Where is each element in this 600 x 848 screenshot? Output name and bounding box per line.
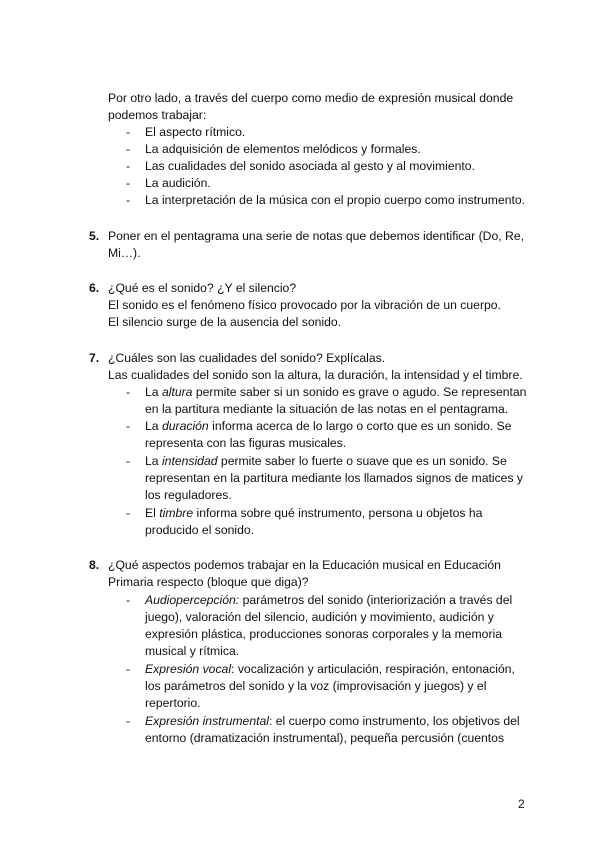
- audiopercepcion-item: Audiopercepción: parámetros del sonido (interiorización a través del: [145, 593, 513, 607]
- audiopercepcion-item-cont: juego), valoración del silencio, audición y movimiento, audición y: [145, 610, 494, 624]
- list-bullet: -: [126, 385, 131, 399]
- question-5-line-1: Poner en el pentagrama una serie de notas que debemos identificar (Do, Re,: [108, 229, 524, 243]
- question-7-number: 7.: [89, 351, 100, 365]
- duracion-item: La duración informa acerca de lo largo o corto que es un sonido. Se: [145, 419, 512, 433]
- expresion-vocal-item-cont: repertorio.: [145, 696, 201, 710]
- list-bullet: -: [126, 142, 131, 156]
- intensidad-item-cont: representan en la partitura mediante los llamados signos de matices y: [145, 471, 524, 485]
- answer-6-line-2: El silencio surge de la ausencia del sonido.: [108, 315, 342, 329]
- timbre-item-cont: producido el sonido.: [145, 523, 255, 537]
- list-bullet: -: [126, 176, 131, 190]
- list-item: El aspecto rítmico.: [145, 125, 246, 139]
- question-5-line-2: Mi…).: [108, 246, 141, 260]
- audiopercepcion-item-cont: expresión plástica, producciones sonoras corporales y la memoria: [145, 627, 502, 641]
- term-timbre: timbre: [159, 506, 194, 520]
- expresion-vocal-item: Expresión vocal: vocalización y articulación, respiración, entonación,: [145, 662, 515, 676]
- term-duracion: duración: [161, 419, 209, 433]
- altura-item: La altura permite saber si un sonido es grave o agudo. Se representan: [145, 385, 527, 399]
- answer-6-line-1: El sonido es el fenómeno físico provocado por la vibración de un cuerpo.: [108, 298, 501, 312]
- term-expresion-vocal: Expresión vocal: [145, 662, 232, 676]
- page-number: 2: [518, 797, 525, 811]
- question-8-number: 8.: [89, 558, 100, 572]
- list-bullet: -: [126, 454, 131, 468]
- term-audiopercepcion: Audiopercepción:: [145, 593, 240, 607]
- expresion-instrumental-item: Expresión instrumental: el cuerpo como instrumento, los objetivos del: [145, 714, 520, 728]
- question-5-number: 5.: [89, 229, 100, 243]
- list-bullet: -: [126, 593, 131, 607]
- list-bullet: -: [126, 193, 131, 207]
- duracion-item-cont: representa con las figuras musicales.: [145, 436, 347, 450]
- expresion-instrumental-item-cont: entorno (dramatización instrumental), pequeña percusión (cuentos: [145, 731, 505, 745]
- question-6-text: ¿Qué es el sonido? ¿Y el silencio?: [108, 281, 297, 295]
- intensidad-item-cont: los reguladores.: [145, 488, 232, 502]
- list-bullet: -: [126, 419, 131, 433]
- question-8-line-2: Primaria respecto (bloque que diga)?: [108, 575, 309, 589]
- list-bullet: -: [126, 506, 131, 520]
- list-item: La audición.: [145, 176, 211, 190]
- question-6-number: 6.: [89, 281, 100, 295]
- list-bullet: -: [126, 125, 131, 139]
- list-item: La adquisición de elementos melódicos y formales.: [145, 142, 421, 156]
- intro-line-1: Por otro lado, a través del cuerpo como medio de expresión musical donde: [108, 91, 514, 105]
- term-intensidad: intensidad: [161, 454, 218, 468]
- question-7-text: ¿Cuáles son las cualidades del sonido? Explícalas.: [108, 351, 386, 365]
- list-bullet: -: [126, 159, 131, 173]
- answer-7-intro: Las cualidades del sonido son la altura, la duración, la intensidad y el timbre.: [108, 368, 523, 382]
- term-altura: altura: [161, 385, 193, 399]
- intro-line-2: podemos trabajar:: [108, 108, 207, 122]
- intensidad-item: La intensidad permite saber lo fuerte o suave que es un sonido. Se: [145, 454, 507, 468]
- question-8-line-1: ¿Qué aspectos podemos trabajar en la Educación musical en Educación: [108, 558, 501, 572]
- expresion-vocal-item-cont: los parámetros del sonido y la voz (improvisación y juegos) y el: [145, 679, 487, 693]
- list-item: Las cualidades del sonido asociada al gesto y al movimiento.: [145, 159, 475, 173]
- audiopercepcion-item-cont: musical y rítmica.: [145, 644, 240, 658]
- list-bullet: -: [126, 714, 131, 728]
- list-bullet: -: [126, 662, 131, 676]
- timbre-item: El timbre informa sobre qué instrumento, persona u objetos ha: [145, 506, 483, 520]
- altura-item-cont: en la partitura mediante la situación de las notas en el pentagrama.: [145, 402, 509, 416]
- term-expresion-instrumental: Expresión instrumental: [145, 714, 269, 728]
- list-item: La interpretación de la música con el propio cuerpo como instrumento.: [145, 193, 526, 207]
